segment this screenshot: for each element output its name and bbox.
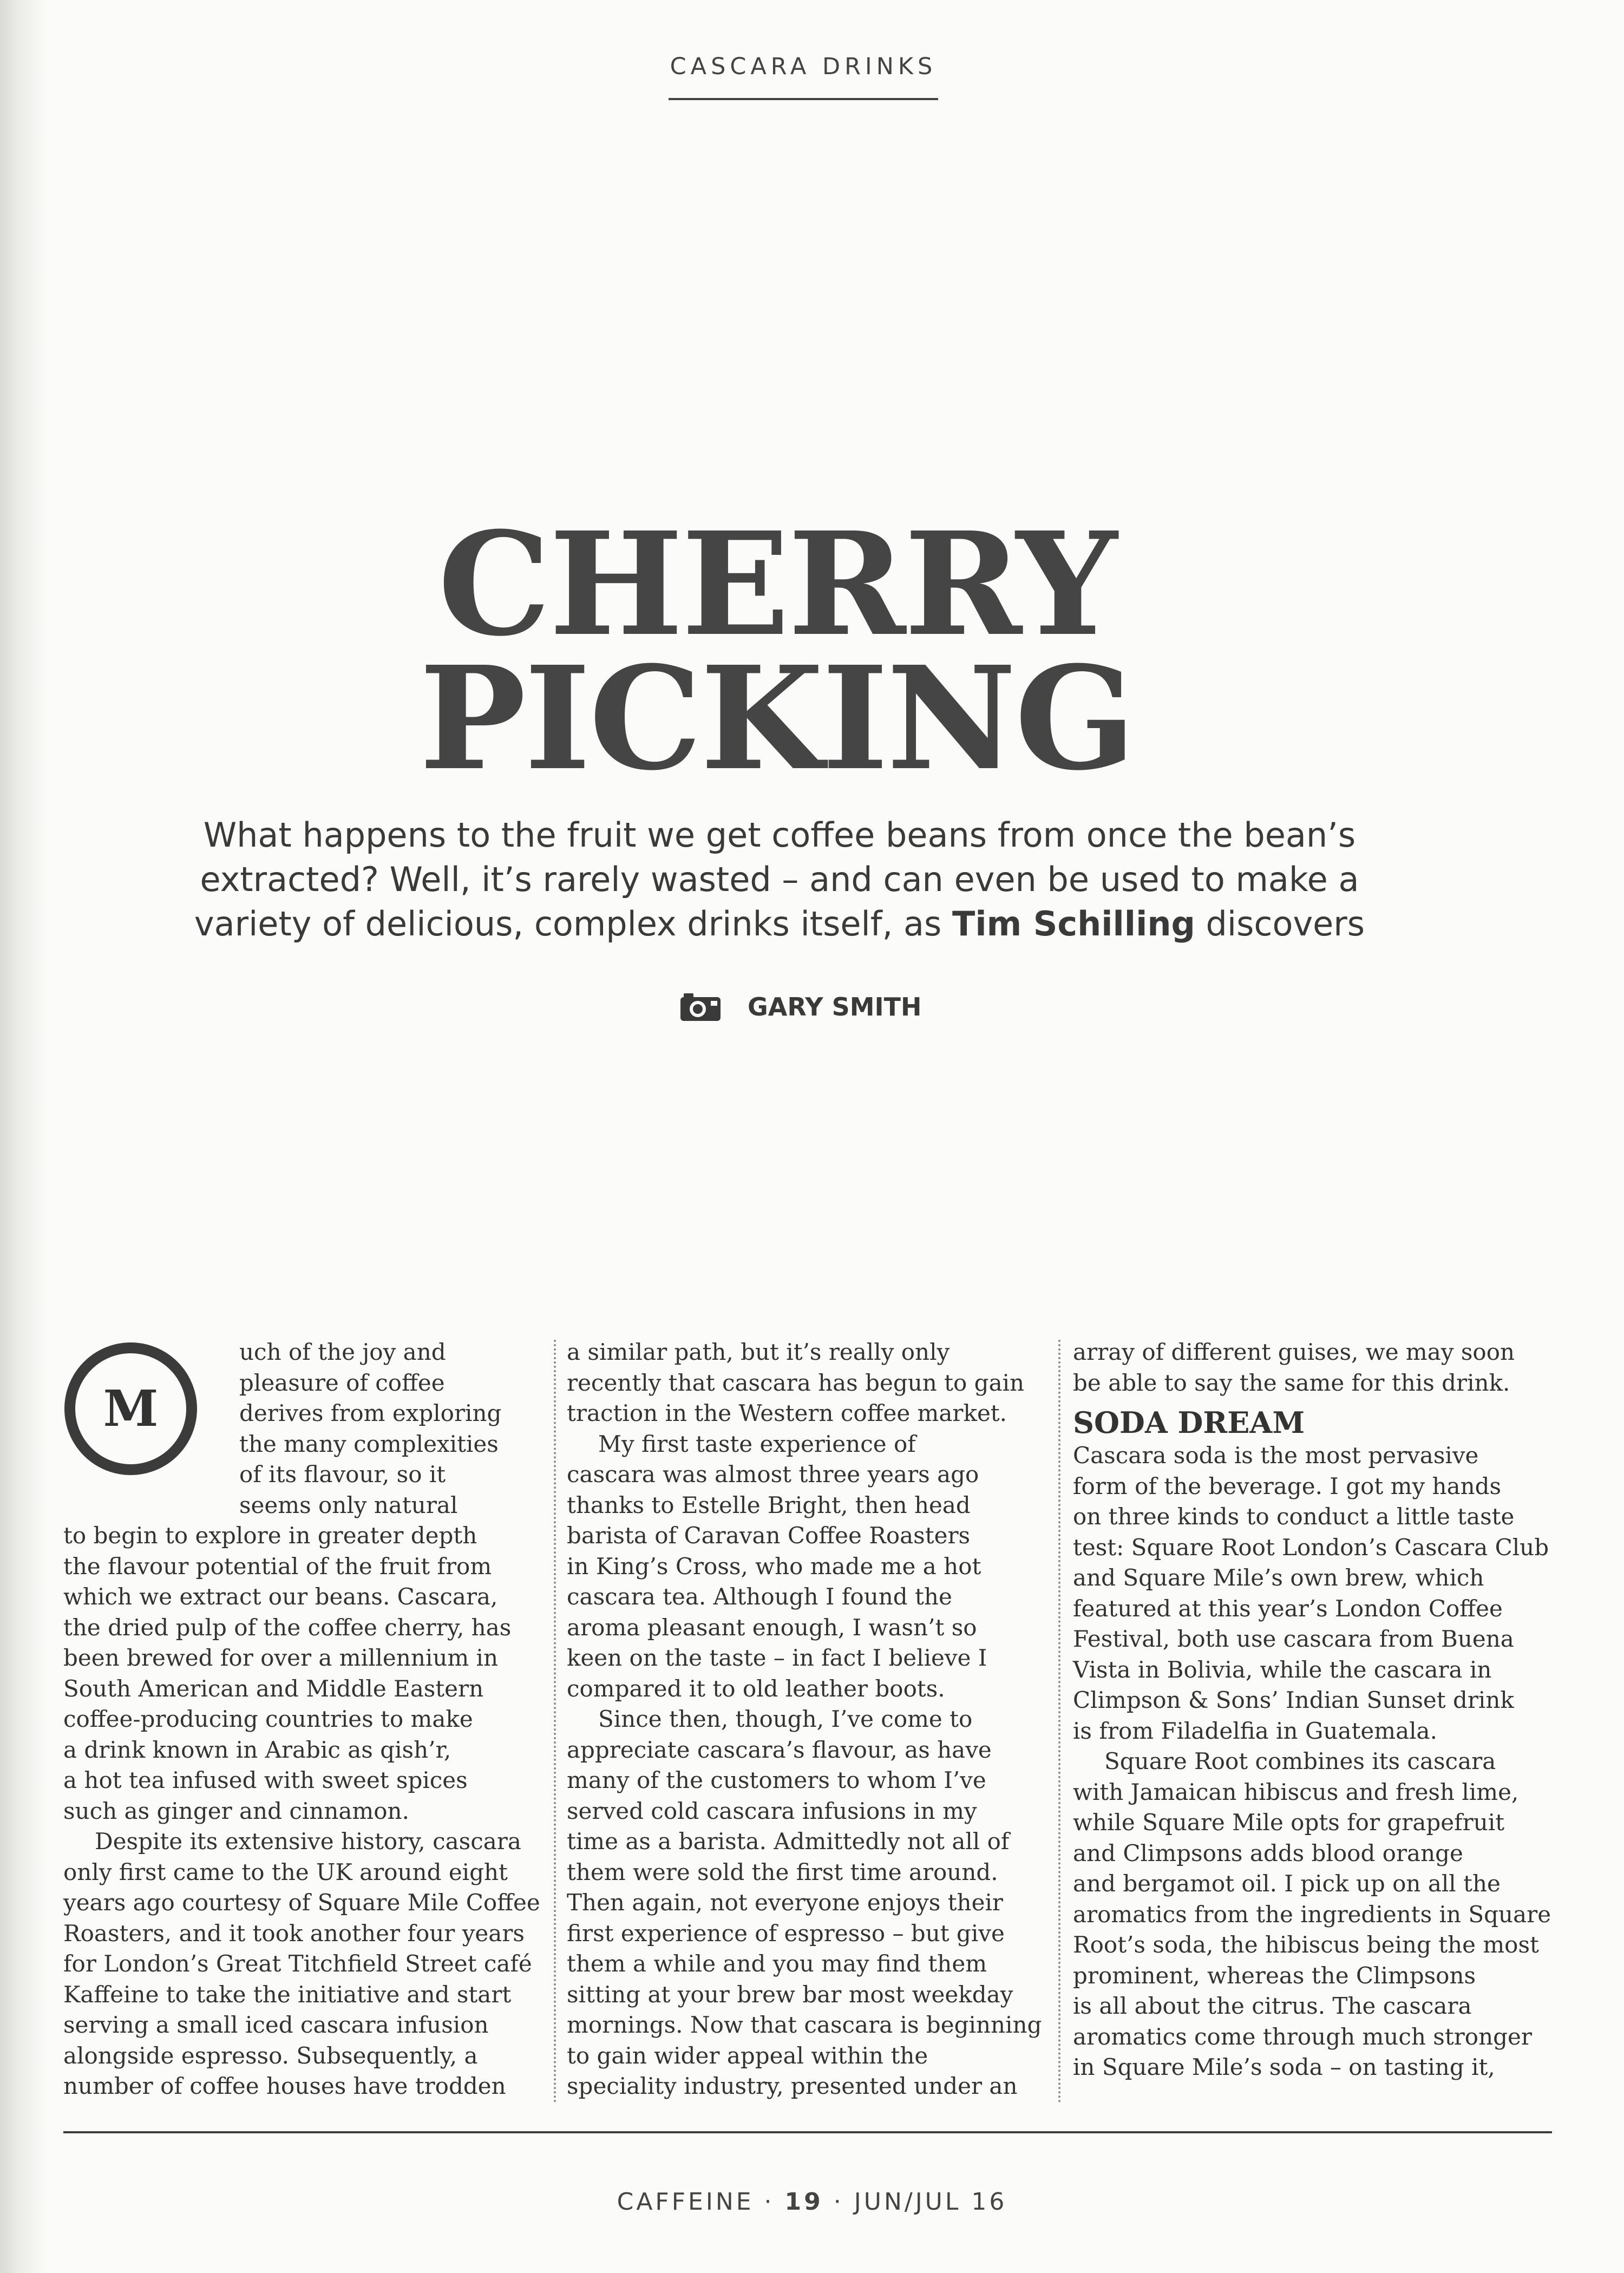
column-divider <box>1058 1340 1060 2103</box>
text-line: number of coffee houses have trodden <box>63 2073 506 2099</box>
author-name: Tim Schilling <box>952 904 1195 944</box>
text-line: Festival, both use cascara from Buena <box>1073 1626 1514 1652</box>
text-line: appreciate cascara’s flavour, as have <box>567 1736 992 1763</box>
text-line: a drink known in Arabic as qish’r, <box>63 1736 451 1763</box>
text-line: the flavour potential of the fruit from <box>63 1553 492 1580</box>
text-line: alongside espresso. Subsequently, a <box>63 2042 478 2069</box>
dropcap-block <box>63 1337 553 1521</box>
text-line: a hot tea infused with sweet spices <box>63 1767 468 1793</box>
text-line: test: Square Root London’s Cascara Club <box>1073 1534 1549 1561</box>
text-line: serving a small iced cascara infusion <box>63 2012 489 2038</box>
page-number: 19 <box>784 2188 823 2216</box>
text-line: aroma pleasant enough, I wasn’t so <box>567 1614 977 1641</box>
text-line: barista of Caravan Coffee Roasters <box>567 1522 971 1549</box>
article-column-2 <box>567 1337 1054 2106</box>
text-line: Climpson & Sons’ Indian Sunset drink <box>1073 1687 1514 1713</box>
text-line: a similar path, but it’s really only <box>567 1339 950 1365</box>
folio-separator: · <box>764 2188 775 2216</box>
text-line: served cold cascara infusions in my <box>567 1797 977 1824</box>
folio-separator: · <box>833 2188 844 2216</box>
text-line: be able to say the same for this drink. <box>1073 1369 1510 1396</box>
standfirst-line-1: What happens to the fruit we get coffee beans from once the bean’s <box>203 815 1356 855</box>
text-line: them a while and you may find them <box>567 1950 987 1977</box>
text-line: to gain wider appeal within the <box>567 2042 928 2069</box>
text-line: with Jamaican hibiscus and fresh lime, <box>1073 1778 1519 1805</box>
text-line: is from Filadelfia in Guatemala. <box>1073 1717 1437 1744</box>
standfirst-line-3-pre: variety of delicious, complex drinks itself, as <box>194 904 953 944</box>
text-line: compared it to old leather boots. <box>567 1675 945 1702</box>
text-line: prominent, whereas the Climpsons <box>1073 1962 1476 1989</box>
text-line: is all about the citrus. The cascara <box>1073 1993 1472 2019</box>
text-line: aromatics from the ingredients in Square <box>1073 1901 1551 1928</box>
text-line: which we extract our beans. Cascara, <box>63 1583 498 1610</box>
text-line: them were sold the first time around. <box>567 1858 998 1885</box>
text-line: in King’s Cross, who made me a hot <box>567 1553 981 1580</box>
text-line: been brewed for over a millennium in <box>63 1645 499 1671</box>
text-line: keen on the taste – in fact I believe I <box>567 1645 987 1671</box>
text-line: and Climpsons adds blood orange <box>1073 1839 1463 1866</box>
text-line: and bergamot oil. I pick up on all the <box>1073 1870 1501 1897</box>
magazine-name: CAFFEINE <box>617 2188 754 2216</box>
text-line: only first came to the UK around eight <box>63 1858 508 1885</box>
drop-cap: M <box>64 1342 197 1475</box>
text-line: sitting at your brew bar most weekday <box>567 1981 1013 2008</box>
text-line: many of the customers to whom I’ve <box>567 1767 986 1793</box>
text-line: featured at this year’s London Coffee <box>1073 1595 1503 1622</box>
text-line: first experience of espresso – but give <box>567 1920 1005 1947</box>
text-line: Root’s soda, the hibiscus being the most <box>1073 1931 1539 1958</box>
camera-icon <box>679 992 722 1022</box>
photographer-name: GARY SMITH <box>748 992 922 1021</box>
text-line: cascara was almost three years ago <box>567 1461 979 1488</box>
text-line: the dried pulp of the coffee cherry, has <box>63 1614 512 1641</box>
text-line: recently that cascara has begun to gain <box>567 1369 1025 1396</box>
standfirst-line-3 <box>141 902 1418 946</box>
headline <box>217 501 1337 802</box>
text-line: on three kinds to conduct a little taste <box>1073 1503 1515 1530</box>
text-line: Then again, not everyone enjoys their <box>567 1889 1003 1916</box>
text-line: time as a barista. Admittedly not all of <box>567 1828 1010 1855</box>
article-column-3 <box>1073 1337 1560 2106</box>
text-line: for London’s Great Titchfield Street café <box>63 1950 532 1977</box>
text-line: cascara tea. Although I found the <box>567 1583 952 1610</box>
text-line: Square Root combines its cascara <box>1104 1748 1496 1774</box>
text-line: traction in the Western coffee market. <box>567 1400 1007 1426</box>
text-line: Despite its extensive history, cascara <box>95 1828 521 1855</box>
text-line: South American and Middle Eastern <box>63 1675 484 1702</box>
footer-rule <box>63 2131 1552 2133</box>
text-line: mornings. Now that cascara is beginning <box>567 2012 1042 2038</box>
text-line: Roasters, and it took another four years <box>63 1920 525 1947</box>
text-line: My first taste experience of <box>598 1430 916 1457</box>
text-line: Kaffeine to take the initiative and start <box>63 1981 512 2008</box>
headline-line-1: CHERRY <box>437 501 1116 667</box>
page-binding-shadow <box>0 0 49 2273</box>
text-line: and Square Mile’s own brew, which <box>1073 1564 1484 1591</box>
text-line: in Square Mile’s soda – on tasting it, <box>1073 2054 1495 2080</box>
text-line: derives from exploring <box>239 1400 502 1426</box>
text-line: aromatics come through much stronger <box>1073 2023 1532 2050</box>
standfirst-line-3-post: discovers <box>1195 904 1365 944</box>
text-line: while Square Mile opts for grapefruit <box>1073 1809 1505 1836</box>
section-label: CASCARA DRINKS <box>670 53 937 80</box>
text-line: thanks to Estelle Bright, then head <box>567 1491 971 1518</box>
text-line: years ago courtesy of Square Mile Coffee <box>63 1889 540 1916</box>
text-line: Vista in Bolivia, while the cascara in <box>1073 1656 1492 1683</box>
text-line: pleasure of coffee <box>239 1369 445 1396</box>
photo-credit <box>679 991 921 1023</box>
text-line: array of different guises, we may soon <box>1073 1339 1515 1365</box>
text-line: Since then, though, I’ve come to <box>598 1706 973 1732</box>
standfirst-line-2: extracted? Well, it’s rarely wasted – and can even be used to make a <box>200 860 1359 899</box>
text-line: of its flavour, so it <box>239 1461 446 1488</box>
text-line: coffee-producing countries to make <box>63 1706 473 1732</box>
text-line: the many complexities <box>239 1430 499 1457</box>
headline-line-2: PICKING <box>419 635 1135 802</box>
article-column-1 <box>63 1337 553 2106</box>
text-line: Cascara soda is the most pervasive <box>1073 1442 1479 1469</box>
section-underline <box>669 98 938 100</box>
text-line: form of the beverage. I got my hands <box>1073 1472 1502 1499</box>
standfirst <box>141 813 1418 946</box>
folio <box>595 2188 1029 2216</box>
text-line: seems only natural <box>239 1491 458 1518</box>
column-divider <box>554 1340 556 2103</box>
subheading: SODA DREAM <box>1073 1405 1305 1440</box>
text-line: to begin to explore in greater depth <box>63 1522 477 1549</box>
text-line: such as ginger and cinnamon. <box>63 1797 409 1824</box>
issue-date: JUN/JUL 16 <box>854 2188 1007 2216</box>
text-line: uch of the joy and <box>239 1339 446 1365</box>
text-line: speciality industry, presented under an <box>567 2073 1018 2099</box>
